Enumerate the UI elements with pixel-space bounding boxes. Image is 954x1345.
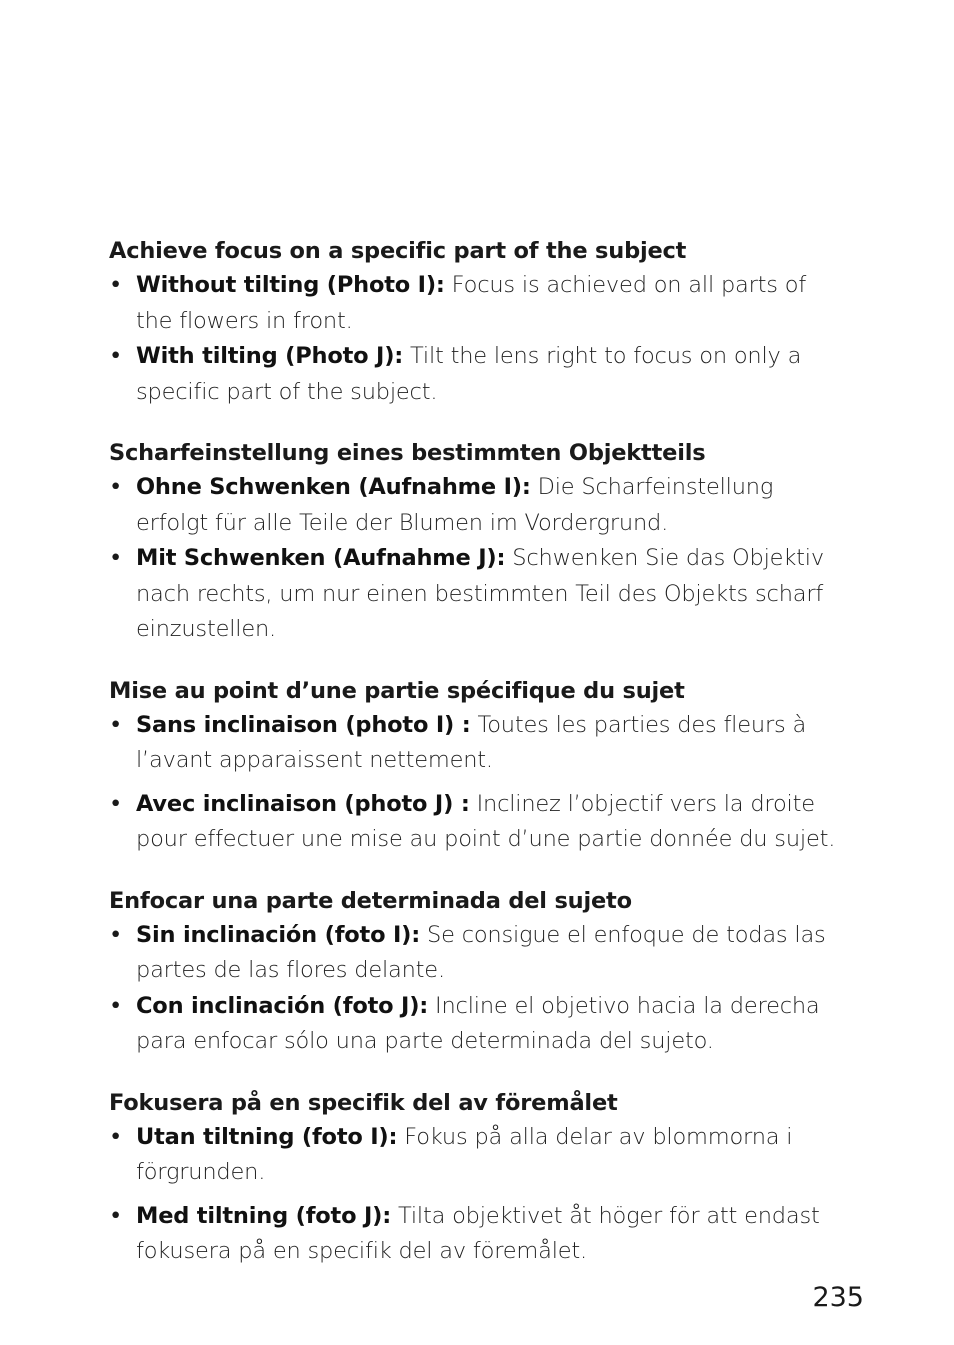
bullet-list [109,918,849,1060]
bullet-icon: • [109,1123,123,1150]
section-heading: Achieve focus on a specific part of the subject [109,238,687,264]
list-item [109,1199,849,1270]
item-lead: Without tilting (Photo I): [136,272,445,298]
bullet-icon: • [109,921,123,948]
item-text: Incline el objetivo hacia la derecha para enfocar sólo una parte determinada del sujeto. [136,992,820,1054]
section-spanish [109,884,849,1060]
item-text: Se consigue el enfoque de todas las partes de las flores delante. [136,921,826,983]
item-lead: With tilting (Photo J): [136,343,404,369]
list-item [109,787,849,858]
item-text: Toutes les parties des fleurs à l’avant apparaissent nettement. [136,711,807,773]
section-german [109,436,849,648]
bullet-icon: • [109,992,123,1019]
bullet-icon: • [109,474,123,500]
item-lead: Sans inclinaison (photo I) : [136,711,471,738]
bullet-icon: • [109,711,123,738]
bullet-list [109,268,849,410]
item-lead: Mit Schwenken (Aufnahme J): [136,545,506,571]
list-item [109,708,849,779]
list-item [109,1120,849,1191]
bullet-icon: • [109,343,123,369]
item-text: Tilta objektivet åt höger för att endast fokusera på en specifik del av föremålet. [136,1202,820,1264]
item-text: Focus is achieved on all parts of the flowers in front. [136,272,807,334]
section-swedish [109,1086,849,1270]
list-item [109,989,849,1060]
item-lead: Avec inclinaison (photo J) : [136,790,470,817]
item-text: Tilt the lens right to focus on only a specific part of the subject. [136,343,802,405]
list-item [109,268,849,339]
section-heading: Fokusera på en specifik del av föremålet [109,1089,618,1116]
section-heading: Enfocar una parte determinada del sujeto [109,887,632,914]
bullet-icon: • [109,545,123,571]
item-lead: Ohne Schwenken (Aufnahme I): [136,474,531,500]
page-content [109,234,849,1270]
list-item [109,470,849,541]
bullet-icon: • [109,790,123,817]
item-lead: Med tiltning (foto J): [136,1202,392,1229]
bullet-icon: • [109,272,123,298]
item-lead: Con inclinación (foto J): [136,992,429,1019]
item-text: Die Scharfeinstellung erfolgt für alle Teile der Blumen im Vordergrund. [136,474,774,536]
item-lead: Sin inclinación (foto I): [136,921,421,948]
list-item [109,918,849,989]
item-text: Fokus på alla delar av blommorna i förgrunden. [136,1123,793,1185]
item-text: Schwenken Sie das Objektiv nach rechts, um nur einen bestimmten Teil des Objekts scharf einzustellen. [136,545,824,642]
bullet-icon: • [109,1202,123,1229]
page-number: 235 [812,1282,864,1313]
bullet-list [109,470,849,648]
bullet-list [109,1120,849,1270]
list-item [109,541,849,648]
item-lead: Utan tiltning (foto I): [136,1123,398,1150]
section-english [109,234,849,410]
section-heading: Scharfeinstellung eines bestimmten Objektteils [109,440,706,466]
list-item [109,339,849,410]
item-text: Inclinez l’objectif vers la droite pour effectuer une mise au point d’une partie donnée du sujet. [136,790,836,852]
section-heading: Mise au point d’une partie spécifique du sujet [109,677,685,704]
section-french [109,674,849,858]
bullet-list [109,708,849,858]
